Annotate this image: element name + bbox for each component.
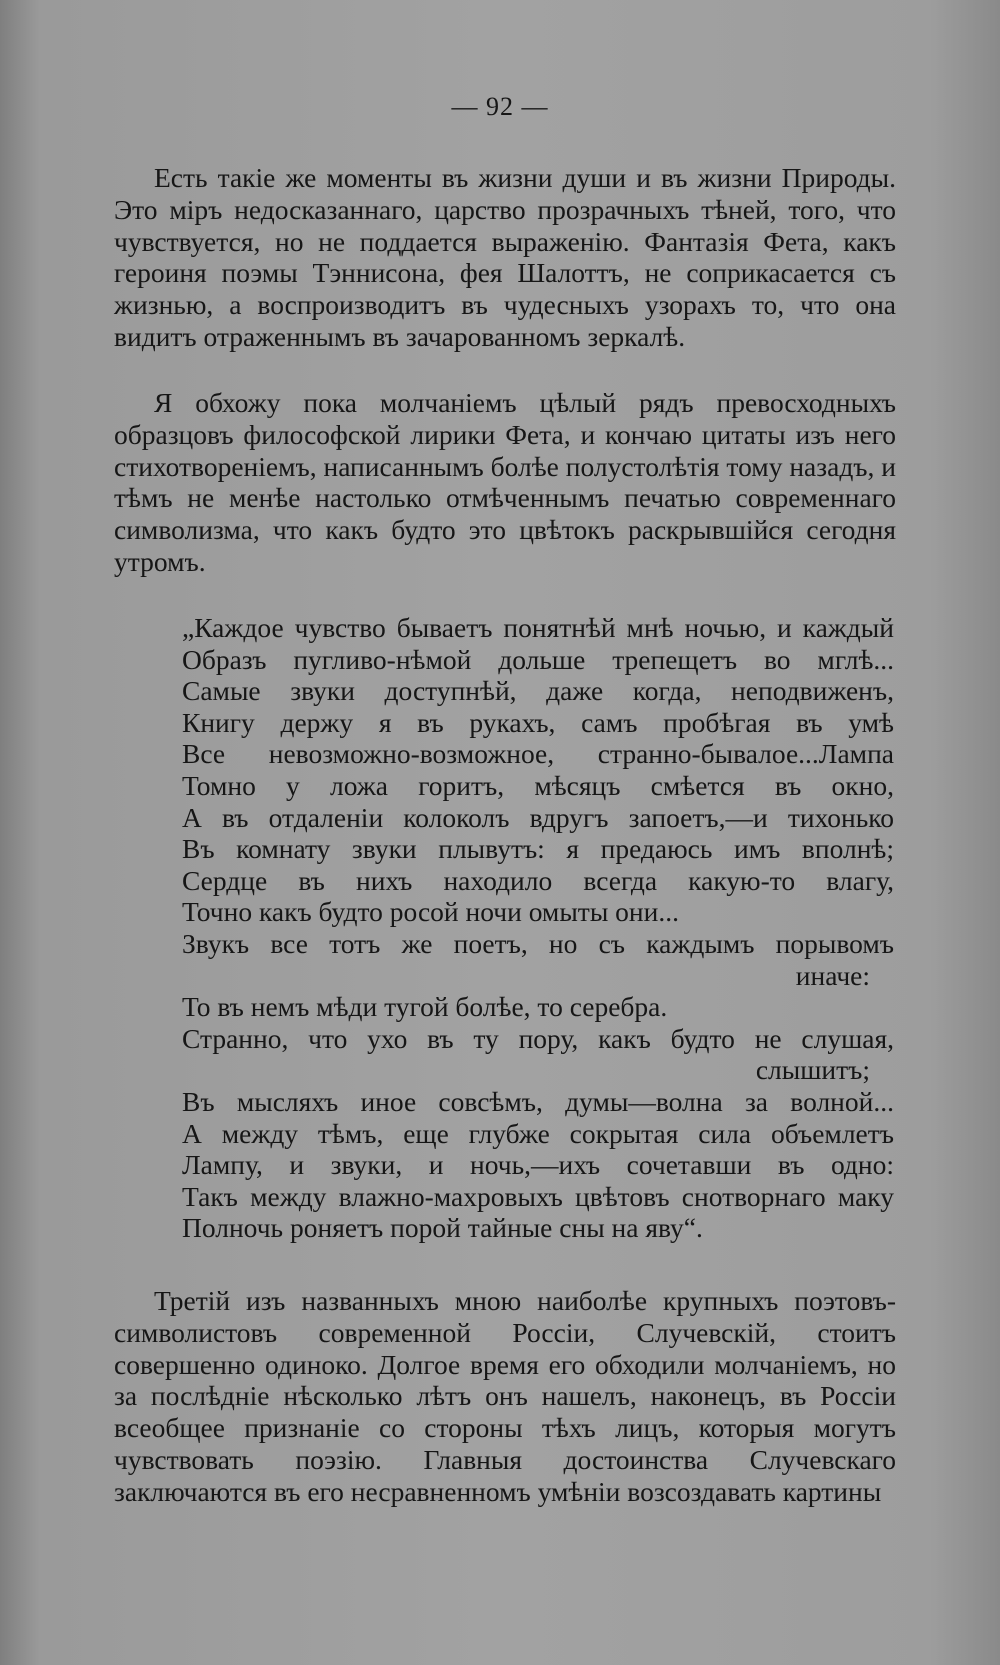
poem-line: Странно, что ухо въ ту пору, какъ будто не слушая, [182, 1022, 894, 1054]
poem-block [182, 612, 894, 1244]
poem-line: „Каждое чувство бываетъ понятнѣй мнѣ ночью, и каждый [182, 612, 894, 643]
poem-line: Точно какъ будто росой ночи омыты они... [182, 896, 679, 928]
poem-line: Лампу, и звуки, и ночь,—ихъ сочетавши въ одно: [182, 1149, 894, 1181]
poem-line: Звукъ все тотъ же поетъ, но съ каждымъ порывомъ [182, 927, 894, 959]
poem-line: Книгу держу я въ рукахъ, самъ пробѣгая въ умѣ [182, 706, 894, 738]
poem-line: Въ мысляхъ иное совсѣмъ, думы—волна за волной... [182, 1085, 894, 1117]
poem-line-continuation: слышитъ; [755, 1054, 870, 1086]
poem-line: Такъ между влажно-махровыхъ цвѣтовъ снотворнаго маку [182, 1180, 894, 1212]
paragraph-3 [114, 1285, 896, 1508]
poem-line-continuation: иначе: [795, 959, 870, 991]
poem-line: А въ отдаленіи колоколъ вдругъ запоетъ,—и тихонько [182, 801, 894, 833]
poem-line: Образъ пугливо-нѣмой дольше трепещетъ во мглѣ... [182, 643, 894, 675]
paragraph-1 [114, 162, 896, 353]
poem-line: Сердце въ нихъ находило всегда какую-то влагу, [182, 864, 894, 896]
paragraph-2-text: Я обхожу пока молчаніемъ цѣлый рядъ превосходныхъ образцовъ философской лирики Фета, и кончаю цитаты изъ него стихотвореніемъ, написаннымъ болѣе полустолѣтія тому назадъ, и тѣмъ не менѣе настолько отмѣченнымъ печатью современнаго символизма, что какъ будто это цвѣтокъ раскрывшійся сегодня утромъ. [114, 387, 896, 577]
paragraph-1-text: Есть такіе же моменты въ жизни души и въ жизни Природы. Это міръ недосказаннаго, царство прозрачныхъ тѣней, того, что чувствуется, но не поддается выраженію. Фантазія Фета, какъ героиня поэмы Тэннисона, фея Шалоттъ, не соприкасается съ жизнью, а воспроизводитъ въ чудесныхъ узорахъ то, что она видитъ отраженнымъ въ зачарованномъ зеркалѣ. [114, 162, 896, 352]
poem-line: То въ немъ мѣди тугой болѣе, то серебра. [182, 991, 668, 1023]
paragraph-2 [114, 387, 896, 578]
poem-line: Полночь роняетъ порой тайные сны на яву“. [182, 1212, 703, 1244]
poem-line: Самые звуки доступнѣй, даже когда, неподвиженъ, [182, 675, 894, 707]
poem-line: Въ комнату звуки плывутъ: я предаюсь имъ вполнѣ; [182, 833, 894, 865]
poem-line: Все невозможно-возможное, странно-бывалое...Лампа [182, 738, 894, 770]
poem-line: А между тѣмъ, еще глубже сокрытая сила объемлетъ [182, 1117, 894, 1149]
poem-line: Томно у ложа горитъ, мѣсяцъ смѣется въ окно, [182, 769, 894, 801]
page-number: — 92 — [451, 92, 549, 121]
paragraph-3-text: Третій изъ названныхъ мною наиболѣе крупныхъ поэтовъ-символистовъ современной Россіи, Случевскій, стоитъ совершенно одиноко. Долгое время его обходили молчаніемъ, но за послѣдніе нѣсколько лѣтъ онъ нашелъ, наконецъ, въ Россіи всеобщее признаніе со стороны тѣхъ лицъ, которыя могутъ чувствовать поэзію. Главныя достоинства Случевскаго заключаются въ его несравненномъ умѣніи возсоздавать картины [114, 1285, 896, 1507]
